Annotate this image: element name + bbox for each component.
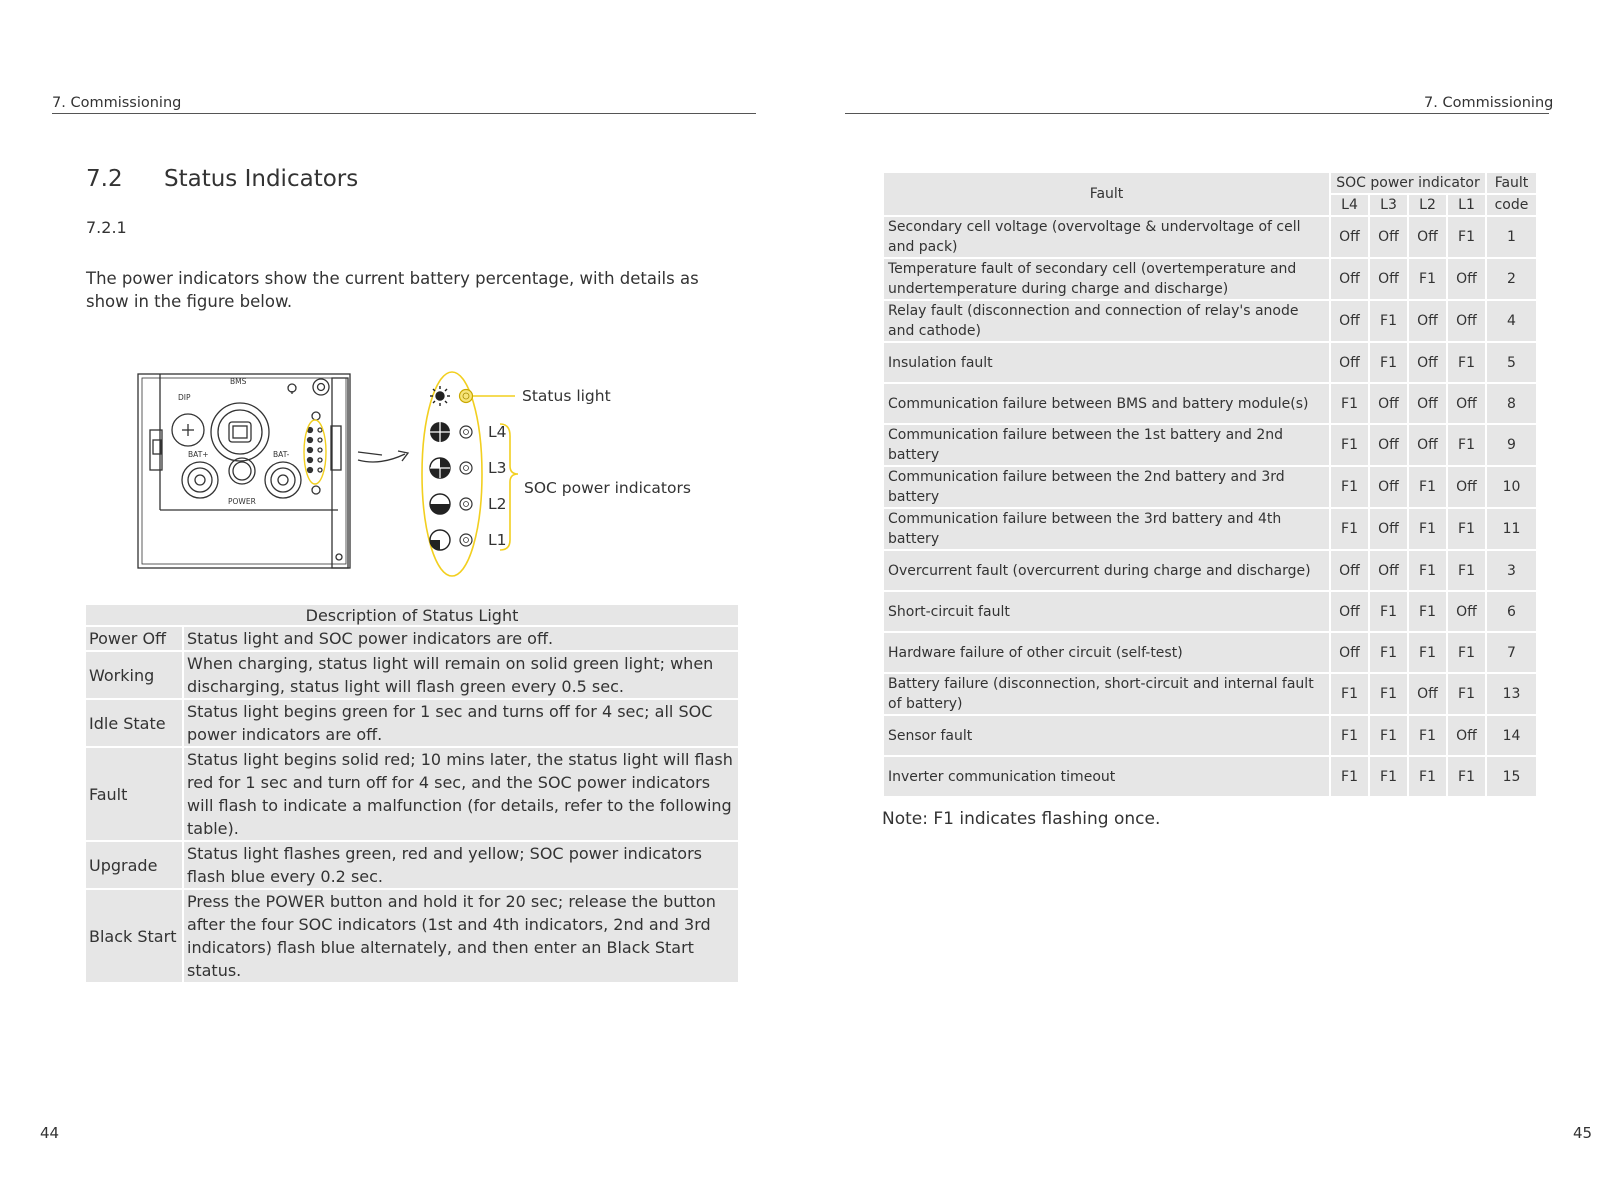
l4-state: Off	[1331, 301, 1368, 341]
table-row	[884, 343, 1536, 382]
fault-description: Communication failure between the 1st battery and 2nd battery	[884, 425, 1329, 465]
l4-state: F1	[1331, 716, 1368, 755]
l2-state: F1	[1409, 757, 1446, 796]
l4-state: Off	[1331, 343, 1368, 382]
fault-description: Communication failure between the 3rd battery and 4th battery	[884, 509, 1329, 549]
l1-state: Off	[1448, 716, 1485, 755]
l2-header: L2	[1409, 195, 1446, 215]
flash-note: Note: F1 indicates flashing once.	[882, 809, 1161, 829]
l3-state: F1	[1370, 592, 1407, 631]
l1-state: Off	[1448, 592, 1485, 631]
fault-description: Short-circuit fault	[884, 592, 1329, 631]
sun-icon	[430, 386, 450, 406]
table-row	[884, 633, 1536, 672]
state-name: Power Off	[86, 627, 184, 650]
fault-description: Secondary cell voltage (overvoltage & undervoltage of cell and pack)	[884, 217, 1329, 257]
l1-state: F1	[1448, 343, 1485, 382]
fault-code: 11	[1487, 509, 1536, 549]
fault-code: 10	[1487, 467, 1536, 507]
table-row	[884, 509, 1536, 549]
table-row	[884, 217, 1536, 257]
l3-state: Off	[1370, 551, 1407, 590]
state-description: Status light begins solid red; 10 mins later, the status light will flash red for 1 sec and turn off for 4 sec, and the SOC power indicators will flash to indicate a malfunction (for details, refer to the following table).	[184, 748, 738, 840]
table-row	[884, 592, 1536, 631]
dip-label: DIP	[178, 393, 191, 402]
table-row	[86, 652, 738, 698]
fault-description: Hardware failure of other circuit (self-test)	[884, 633, 1329, 672]
bat-minus-label: BAT-	[273, 450, 290, 459]
led-label-l1: L1	[488, 531, 507, 549]
running-head-left: 7. Commissioning	[52, 95, 182, 111]
l3-state: F1	[1370, 301, 1407, 341]
l2-state: Off	[1409, 425, 1446, 465]
table-row	[884, 259, 1536, 299]
fault-code: 14	[1487, 716, 1536, 755]
state-name: Fault	[86, 748, 184, 840]
l3-state: F1	[1370, 757, 1407, 796]
fault-description: Communication failure between the 2nd battery and 3rd battery	[884, 467, 1329, 507]
l1-header: L1	[1448, 195, 1485, 215]
state-description: Status light begins green for 1 sec and turns off for 4 sec; all SOC power indicators are off.	[184, 700, 738, 746]
table-row	[86, 842, 738, 888]
l2-state: Off	[1409, 343, 1446, 382]
l3-header: L3	[1370, 195, 1407, 215]
status-led	[460, 390, 473, 403]
status-table-title: Description of Status Light	[86, 605, 738, 625]
l1-state: Off	[1448, 259, 1485, 299]
fault-code-header-bottom: code	[1487, 195, 1536, 215]
soc-indicator-header: SOC power indicator	[1331, 173, 1485, 193]
l2-state: F1	[1409, 509, 1446, 549]
page-number-right: 45	[1573, 1124, 1593, 1142]
led-label-l2: L2	[488, 495, 507, 513]
fault-description: Sensor fault	[884, 716, 1329, 755]
status-indicator-figure	[130, 360, 730, 580]
table-row	[884, 467, 1536, 507]
fault-code: 4	[1487, 301, 1536, 341]
fault-description: Overcurrent fault (overcurrent during charge and discharge)	[884, 551, 1329, 590]
power-label: POWER	[228, 497, 256, 506]
state-name: Black Start	[86, 890, 184, 982]
bat-plus-label: BAT+	[188, 450, 209, 459]
l4-state: F1	[1331, 509, 1368, 549]
status-light-label: Status light	[522, 387, 611, 405]
state-description: Status light and SOC power indicators are off.	[184, 627, 738, 650]
fault-description: Communication failure between BMS and battery module(s)	[884, 384, 1329, 423]
l4-state: Off	[1331, 633, 1368, 672]
section-number: 7.2	[86, 166, 123, 192]
header-rule-right	[845, 113, 1549, 114]
l2-state: F1	[1409, 716, 1446, 755]
battery-25-icon	[430, 530, 450, 550]
soc-indicators-label: SOC power indicators	[524, 479, 691, 497]
battery-full-icon	[430, 422, 450, 442]
state-name: Working	[86, 652, 184, 698]
l4-state: F1	[1331, 674, 1368, 714]
running-head-right: 7. Commissioning	[1424, 95, 1554, 111]
l4-state: F1	[1331, 757, 1368, 796]
l2-state: F1	[1409, 259, 1446, 299]
fault-code: 2	[1487, 259, 1536, 299]
l3-state: Off	[1370, 509, 1407, 549]
l4-state: F1	[1331, 384, 1368, 423]
table-row	[86, 700, 738, 746]
l3-state: F1	[1370, 343, 1407, 382]
l4-state: Off	[1331, 259, 1368, 299]
fault-code: 15	[1487, 757, 1536, 796]
l1-state: Off	[1448, 301, 1485, 341]
fault-description: Relay fault (disconnection and connection of relay's anode and cathode)	[884, 301, 1329, 341]
l2-state: F1	[1409, 551, 1446, 590]
fault-description: Temperature fault of secondary cell (overtemperature and undertemperature during charge and discharge)	[884, 259, 1329, 299]
table-row	[86, 748, 738, 840]
state-description: When charging, status light will remain on solid green light; when discharging, status light will flash green every 0.5 sec.	[184, 652, 738, 698]
l3-state: F1	[1370, 674, 1407, 714]
bms-label: BMS	[230, 377, 247, 386]
fault-code-header-top: Fault	[1487, 173, 1536, 193]
table-row	[86, 890, 738, 982]
table-row	[884, 757, 1536, 796]
l2-state: Off	[1409, 217, 1446, 257]
table-row	[86, 627, 738, 650]
fault-code: 7	[1487, 633, 1536, 672]
l3-state: Off	[1370, 384, 1407, 423]
state-description: Status light flashes green, red and yellow; SOC power indicators flash blue every 0.2 sec.	[184, 842, 738, 888]
fault-code: 1	[1487, 217, 1536, 257]
l3-state: Off	[1370, 259, 1407, 299]
l2-state: F1	[1409, 467, 1446, 507]
fault-code: 6	[1487, 592, 1536, 631]
l4-state: Off	[1331, 592, 1368, 631]
fault-code-table	[882, 171, 1538, 798]
l4-state: Off	[1331, 217, 1368, 257]
fault-column-header: Fault	[884, 173, 1329, 215]
fault-description: Battery failure (disconnection, short-circuit and internal fault of battery)	[884, 674, 1329, 714]
fault-code: 13	[1487, 674, 1536, 714]
l2-state: F1	[1409, 592, 1446, 631]
table-row	[884, 551, 1536, 590]
l1-state: F1	[1448, 674, 1485, 714]
l4-led	[460, 426, 472, 438]
l4-state: Off	[1331, 551, 1368, 590]
battery-panel-drawing	[138, 374, 350, 568]
battery-75-icon	[430, 458, 450, 478]
l1-state: F1	[1448, 551, 1485, 590]
l3-led	[460, 462, 472, 474]
table-row	[884, 716, 1536, 755]
fault-description: Inverter communication timeout	[884, 757, 1329, 796]
table-row	[884, 384, 1536, 423]
l4-state: F1	[1331, 425, 1368, 465]
state-description: Press the POWER button and hold it for 20 sec; release the button after the four SOC indicators (1st and 4th indicators, 2nd and 3rd indicators) flash blue alternately, and then enter an Black Start status.	[184, 890, 738, 982]
header-rule-left	[52, 113, 756, 114]
status-light-table	[86, 603, 738, 984]
l1-state: Off	[1448, 467, 1485, 507]
fault-code: 5	[1487, 343, 1536, 382]
fault-code: 8	[1487, 384, 1536, 423]
intro-paragraph: The power indicators show the current battery percentage, with details as show in the figure below.	[86, 269, 699, 311]
battery-50-icon	[430, 494, 450, 514]
l3-state: Off	[1370, 425, 1407, 465]
state-name: Upgrade	[86, 842, 184, 888]
l1-led	[460, 534, 472, 546]
table-row	[884, 425, 1536, 465]
l1-state: F1	[1448, 633, 1485, 672]
l3-state: Off	[1370, 217, 1407, 257]
l1-state: Off	[1448, 384, 1485, 423]
l2-state: F1	[1409, 633, 1446, 672]
led-label-l3: L3	[488, 459, 507, 477]
fault-code: 3	[1487, 551, 1536, 590]
fault-description: Insulation fault	[884, 343, 1329, 382]
subsection-number: 7.2.1	[86, 218, 127, 237]
l3-state: F1	[1370, 716, 1407, 755]
l3-state: F1	[1370, 633, 1407, 672]
l1-state: F1	[1448, 217, 1485, 257]
l2-state: Off	[1409, 301, 1446, 341]
led-label-l4: L4	[488, 423, 507, 441]
l2-state: Off	[1409, 384, 1446, 423]
led-column-highlight	[304, 420, 326, 484]
l4-state: F1	[1331, 467, 1368, 507]
section-title: Status Indicators	[164, 166, 359, 192]
l3-state: Off	[1370, 467, 1407, 507]
state-name: Idle State	[86, 700, 184, 746]
table-row	[884, 674, 1536, 714]
table-row	[884, 301, 1536, 341]
l1-state: F1	[1448, 425, 1485, 465]
fault-code: 9	[1487, 425, 1536, 465]
l1-state: F1	[1448, 509, 1485, 549]
l2-led	[460, 498, 472, 510]
l4-header: L4	[1331, 195, 1368, 215]
page-number-left: 44	[40, 1124, 60, 1142]
l2-state: Off	[1409, 674, 1446, 714]
l1-state: F1	[1448, 757, 1485, 796]
